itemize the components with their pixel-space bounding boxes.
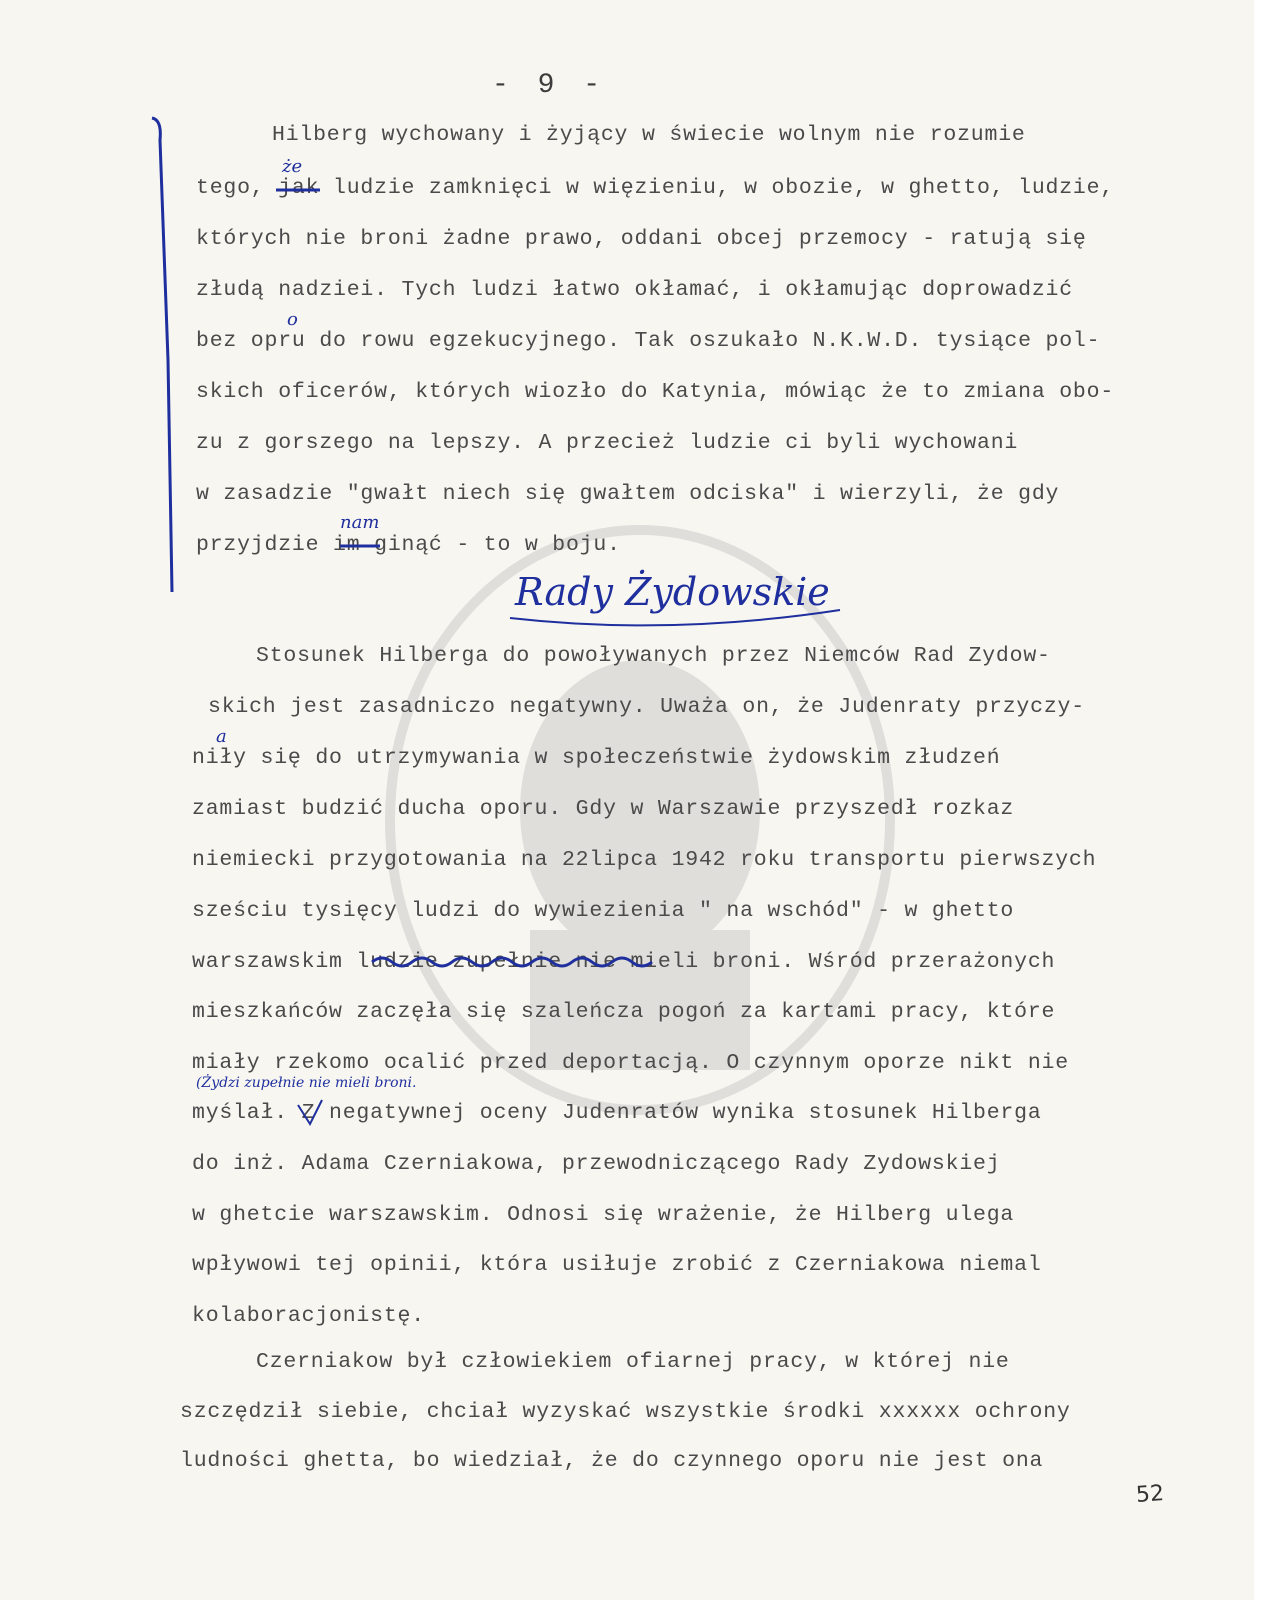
text-line: do inż. Adama Czerniakowa, przewodniczącego Rady Zydowskiej (192, 1152, 1001, 1176)
text-line: zu z gorszego na lepszy. A przecież ludzie ci byli wychowani (196, 431, 1019, 455)
text-line: w ghetcie warszawskim. Odnosi się wrażenie, że Hilberg ulega (192, 1203, 1015, 1227)
text-line: zamiast budzić ducha oporu. Gdy w Warszawie przyszedł rozkaz (192, 797, 1015, 821)
handwritten-margin-note: (Żydzi zupełnie nie mieli broni. (196, 1075, 417, 1091)
text-line: tego, jak ludzie zamknięci w więzieniu, w obozie, w ghetto, ludzie, (196, 176, 1115, 200)
correction-o: o (287, 309, 298, 330)
handwritten-heading: Rady Żydowskie (515, 570, 830, 614)
text-line: ludności ghetta, bo wiedział, że do czynnego oporu nie jest ona (180, 1449, 1044, 1473)
text-line: kolaboracjonistę. (192, 1304, 425, 1328)
text-line: miały rzekomo ocalić przed deportacją. O czynnym oporze nikt nie (192, 1051, 1069, 1075)
heading-underline (510, 610, 840, 625)
text-line: w zasadzie "gwałt niech się gwałtem odciska" i wierzyli, że gdy (196, 482, 1060, 506)
text-line: wpływowi tej opinii, która usiłuje zrobić z Czerniakowa niemal (192, 1253, 1042, 1277)
text-line: sześciu tysięcy ludzi do wywiezienia " na wschód" - w ghetto (192, 899, 1015, 923)
margin-bar (152, 118, 172, 592)
scribble (372, 958, 652, 966)
page-number: - 9 - (492, 70, 607, 101)
text-line: skich jest zasadniczo negatywny. Uważa on, że Judenraty przyczy- (208, 695, 1085, 719)
text-line: szczędził siebie, chciał wyzyskać wszystkie środki xxxxxx ochrony (180, 1400, 1071, 1424)
text-line: Stosunek Hilberga do powoływanych przez Niemców Rad Zydow- (256, 644, 1051, 668)
scan-edge (1254, 0, 1274, 1600)
text-line: niły się do utrzymywania w społeczeństwie żydowskim złudzeń (192, 746, 1001, 770)
text-line: niemiecki przygotowania na 22lipca 1942 roku transportu pierwszych (192, 848, 1097, 872)
text-line: myślał. Z negatywnej oceny Judenratów wynika stosunek Hilberga (192, 1101, 1042, 1125)
text-line: Czerniakow był człowiekiem ofiarnej pracy, w której nie (256, 1350, 1010, 1374)
text-line: złudą nadziei. Tych ludzi łatwo okłamać, i okłamując doprowadzić (196, 278, 1073, 302)
text-line: mieszkańców zaczęła się szaleńcza pogoń za kartami pracy, które (192, 1000, 1056, 1024)
correction-ze: że (282, 156, 303, 177)
correction-a: a (216, 726, 227, 747)
text-line: przyjdzie im ginąć - to w boju. (196, 533, 621, 557)
folio-number: 52 (1135, 1481, 1165, 1508)
text-line: bez opru do rowu egzekucyjnego. Tak oszukało N.K.W.D. tysiące pol- (196, 329, 1101, 353)
text-line: skich oficerów, których wiozło do Katynia, mówiąc że to zmiana obo- (196, 380, 1115, 404)
text-line: warszawskim ludzie zupełnie nie mieli broni. Wśród przerażonych (192, 950, 1056, 974)
correction-nam: nam (340, 512, 380, 533)
text-line: Hilberg wychowany i żyjący w świecie wolnym nie rozumie (272, 123, 1026, 147)
text-line: których nie broni żadne prawo, oddani obcej przemocy - ratują się (196, 227, 1087, 251)
